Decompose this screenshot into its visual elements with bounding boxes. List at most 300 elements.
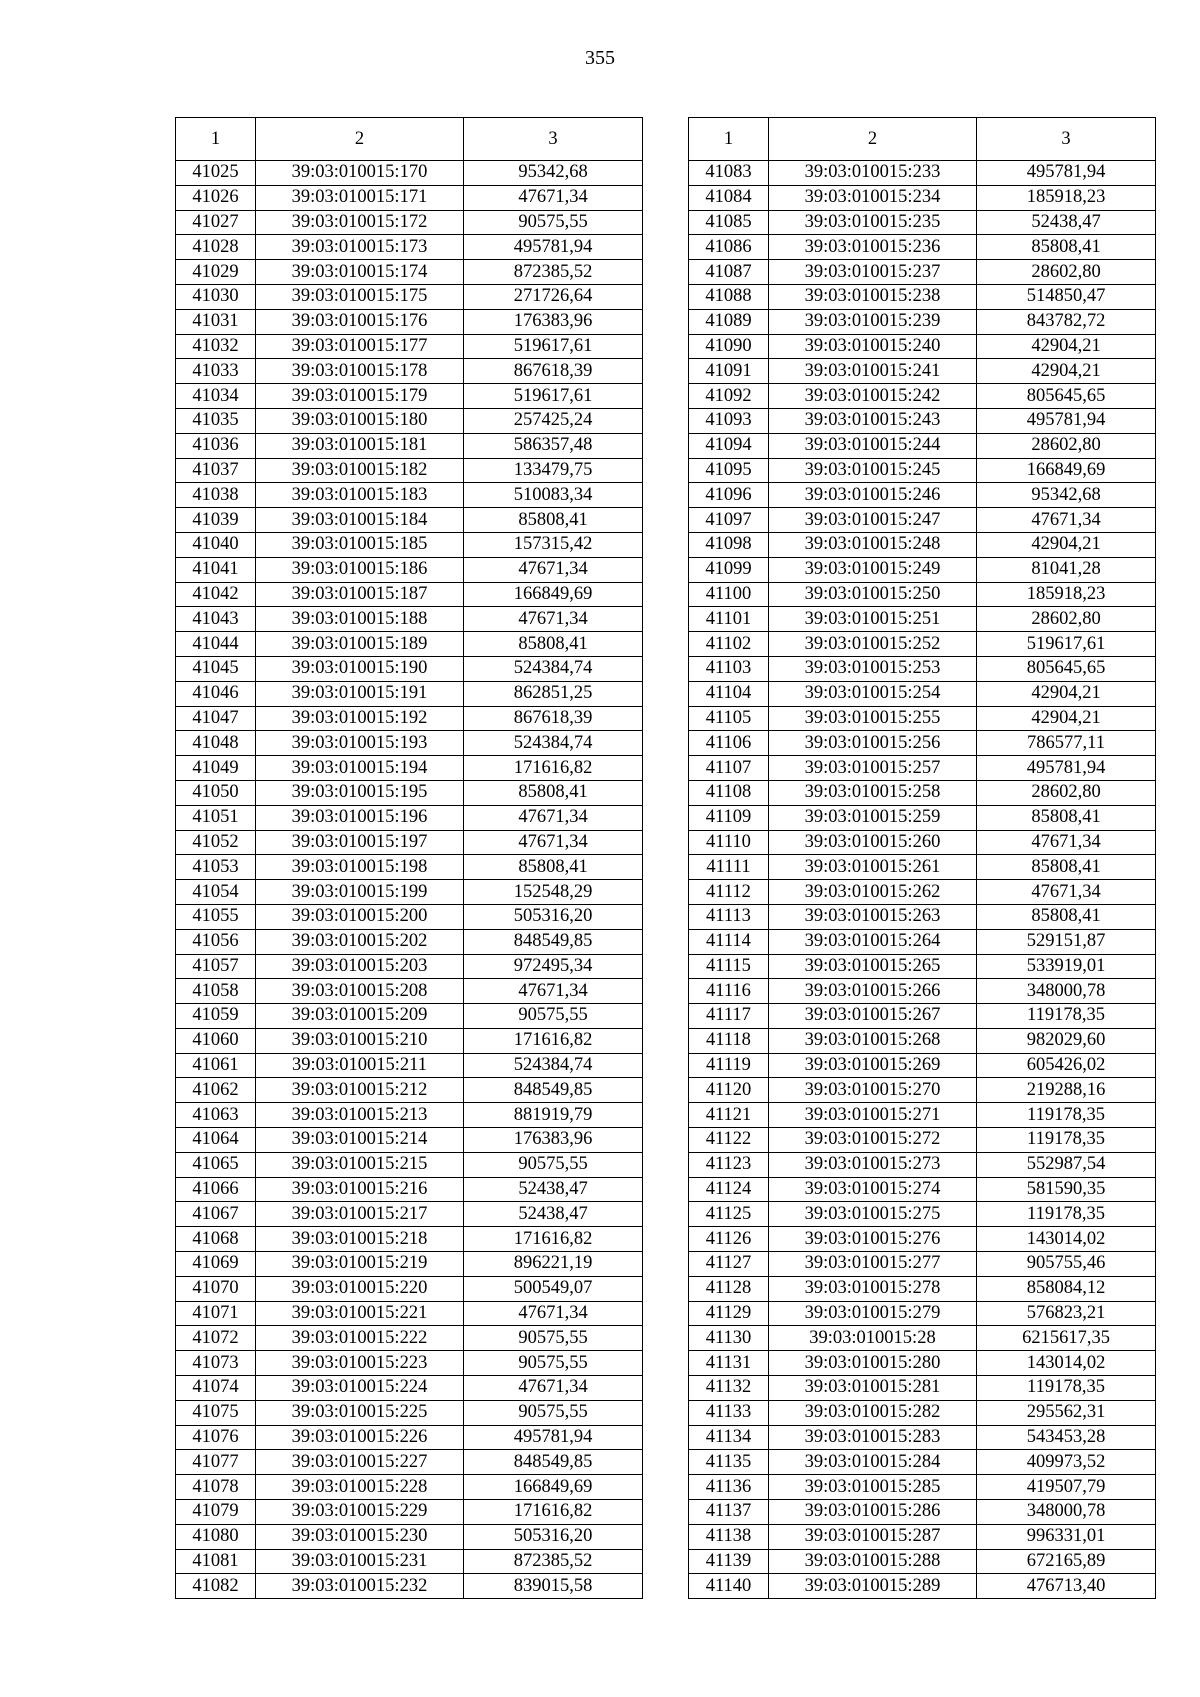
row-number-cell: 41129 (689, 1301, 769, 1326)
row-number-cell: 41044 (176, 632, 256, 657)
row-number-cell: 41027 (176, 210, 256, 235)
table-row (689, 681, 1156, 706)
row-number-cell: 41059 (176, 1004, 256, 1029)
table-row (689, 1524, 1156, 1549)
row-number-cell: 41066 (176, 1177, 256, 1202)
value-cell: 843782,72 (977, 309, 1156, 334)
row-number-cell: 41092 (689, 384, 769, 409)
cadastral-number-cell: 39:03:010015:239 (769, 309, 977, 334)
cadastral-number-cell: 39:03:010015:229 (256, 1500, 464, 1525)
cadastral-number-cell: 39:03:010015:258 (769, 780, 977, 805)
table-row (689, 880, 1156, 905)
cadastral-number-cell: 39:03:010015:214 (256, 1128, 464, 1153)
cadastral-number-cell: 39:03:010015:186 (256, 557, 464, 582)
value-cell: 42904,21 (977, 706, 1156, 731)
value-cell: 510083,34 (464, 483, 643, 508)
row-number-cell: 41103 (689, 656, 769, 681)
table-row (176, 1128, 643, 1153)
row-number-cell: 41140 (689, 1574, 769, 1599)
cadastral-number-cell: 39:03:010015:264 (769, 929, 977, 954)
table-row (689, 1227, 1156, 1252)
table-row (176, 1028, 643, 1053)
value-cell: 90575,55 (464, 210, 643, 235)
row-number-cell: 41127 (689, 1252, 769, 1277)
cadastral-number-cell: 39:03:010015:197 (256, 830, 464, 855)
row-number-cell: 41115 (689, 954, 769, 979)
value-cell: 839015,58 (464, 1574, 643, 1599)
row-number-cell: 41106 (689, 731, 769, 756)
row-number-cell: 41040 (176, 532, 256, 557)
cadastral-number-cell: 39:03:010015:245 (769, 458, 977, 483)
row-number-cell: 41067 (176, 1202, 256, 1227)
table-row (689, 780, 1156, 805)
row-number-cell: 41052 (176, 830, 256, 855)
value-cell: 495781,94 (977, 756, 1156, 781)
cadastral-number-cell: 39:03:010015:253 (769, 656, 977, 681)
cadastral-number-cell: 39:03:010015:223 (256, 1351, 464, 1376)
table-row (689, 309, 1156, 334)
value-cell: 85808,41 (977, 904, 1156, 929)
row-number-cell: 41036 (176, 433, 256, 458)
value-cell: 295562,31 (977, 1400, 1156, 1425)
row-number-cell: 41107 (689, 756, 769, 781)
table-row (689, 483, 1156, 508)
cadastral-number-cell: 39:03:010015:271 (769, 1103, 977, 1128)
value-cell: 605426,02 (977, 1053, 1156, 1078)
value-cell: 47671,34 (464, 185, 643, 210)
value-cell: 47671,34 (977, 830, 1156, 855)
cadastral-number-cell: 39:03:010015:241 (769, 359, 977, 384)
row-number-cell: 41091 (689, 359, 769, 384)
cadastral-number-cell: 39:03:010015:281 (769, 1376, 977, 1401)
cadastral-number-cell: 39:03:010015:209 (256, 1004, 464, 1029)
cadastral-number-cell: 39:03:010015:199 (256, 880, 464, 905)
row-number-cell: 41137 (689, 1500, 769, 1525)
cadastral-number-cell: 39:03:010015:215 (256, 1152, 464, 1177)
cadastral-number-cell: 39:03:010015:187 (256, 582, 464, 607)
cadastral-number-cell: 39:03:010015:194 (256, 756, 464, 781)
row-number-cell: 41126 (689, 1227, 769, 1252)
cadastral-number-cell: 39:03:010015:224 (256, 1376, 464, 1401)
value-cell: 505316,20 (464, 1524, 643, 1549)
cadastral-number-cell: 39:03:010015:220 (256, 1276, 464, 1301)
cadastral-number-cell: 39:03:010015:275 (769, 1202, 977, 1227)
table-row (689, 855, 1156, 880)
row-number-cell: 41037 (176, 458, 256, 483)
row-number-cell: 41042 (176, 582, 256, 607)
table-row (689, 1400, 1156, 1425)
table-row (689, 979, 1156, 1004)
cadastral-number-cell: 39:03:010015:184 (256, 508, 464, 533)
row-number-cell: 41054 (176, 880, 256, 905)
value-cell: 52438,47 (464, 1177, 643, 1202)
table-row (176, 359, 643, 384)
value-cell: 143014,02 (977, 1351, 1156, 1376)
cadastral-number-cell: 39:03:010015:178 (256, 359, 464, 384)
value-cell: 47671,34 (464, 805, 643, 830)
cadastral-number-cell: 39:03:010015:227 (256, 1450, 464, 1475)
row-number-cell: 41133 (689, 1400, 769, 1425)
value-cell: 576823,21 (977, 1301, 1156, 1326)
row-number-cell: 41051 (176, 805, 256, 830)
value-cell: 543453,28 (977, 1425, 1156, 1450)
table-row (176, 408, 643, 433)
table-row (176, 1227, 643, 1252)
value-cell: 476713,40 (977, 1574, 1156, 1599)
cadastral-number-cell: 39:03:010015:176 (256, 309, 464, 334)
table-row (689, 1276, 1156, 1301)
cadastral-number-cell: 39:03:010015:238 (769, 284, 977, 309)
row-number-cell: 41094 (689, 433, 769, 458)
table-row (689, 1078, 1156, 1103)
row-number-cell: 41034 (176, 384, 256, 409)
value-cell: 47671,34 (464, 1301, 643, 1326)
value-cell: 495781,94 (977, 161, 1156, 186)
row-number-cell: 41033 (176, 359, 256, 384)
value-cell: 81041,28 (977, 557, 1156, 582)
row-number-cell: 41121 (689, 1103, 769, 1128)
cadastral-number-cell: 39:03:010015:250 (769, 582, 977, 607)
cadastral-number-cell: 39:03:010015:198 (256, 855, 464, 880)
value-cell: 858084,12 (977, 1276, 1156, 1301)
header-row (176, 118, 643, 161)
cadastral-number-cell: 39:03:010015:260 (769, 830, 977, 855)
table-row (689, 235, 1156, 260)
row-number-cell: 41041 (176, 557, 256, 582)
value-cell: 152548,29 (464, 880, 643, 905)
table-row (176, 830, 643, 855)
row-number-cell: 41053 (176, 855, 256, 880)
table-row (176, 284, 643, 309)
value-cell: 143014,02 (977, 1227, 1156, 1252)
cadastral-number-cell: 39:03:010015:246 (769, 483, 977, 508)
row-number-cell: 41056 (176, 929, 256, 954)
value-cell: 896221,19 (464, 1252, 643, 1277)
row-number-cell: 41109 (689, 805, 769, 830)
value-cell: 176383,96 (464, 309, 643, 334)
cadastral-number-cell: 39:03:010015:236 (769, 235, 977, 260)
cadastral-number-cell: 39:03:010015:191 (256, 681, 464, 706)
value-cell: 90575,55 (464, 1400, 643, 1425)
cadastral-number-cell: 39:03:010015:200 (256, 904, 464, 929)
table-row (689, 1028, 1156, 1053)
row-number-cell: 41097 (689, 508, 769, 533)
cadastral-number-cell: 39:03:010015:279 (769, 1301, 977, 1326)
value-cell: 42904,21 (977, 334, 1156, 359)
table-row (689, 706, 1156, 731)
cadastral-number-cell: 39:03:010015:242 (769, 384, 977, 409)
cadastral-number-cell: 39:03:010015:284 (769, 1450, 977, 1475)
table-row (689, 1425, 1156, 1450)
table-row (176, 1351, 643, 1376)
column-header: 2 (256, 118, 464, 161)
table-row (689, 161, 1156, 186)
cadastral-number-cell: 39:03:010015:180 (256, 408, 464, 433)
cadastral-number-cell: 39:03:010015:240 (769, 334, 977, 359)
table-row (689, 557, 1156, 582)
table-row (689, 1574, 1156, 1599)
cadastral-number-cell: 39:03:010015:185 (256, 532, 464, 557)
row-number-cell: 41082 (176, 1574, 256, 1599)
table-row (689, 904, 1156, 929)
cadastral-number-cell: 39:03:010015:188 (256, 607, 464, 632)
row-number-cell: 41120 (689, 1078, 769, 1103)
value-cell: 85808,41 (464, 855, 643, 880)
value-cell: 805645,65 (977, 384, 1156, 409)
row-number-cell: 41118 (689, 1028, 769, 1053)
column-header: 3 (977, 118, 1156, 161)
table-row (689, 582, 1156, 607)
row-number-cell: 41063 (176, 1103, 256, 1128)
table-row (689, 1004, 1156, 1029)
value-cell: 867618,39 (464, 359, 643, 384)
value-cell: 47671,34 (977, 880, 1156, 905)
table-row (176, 731, 643, 756)
row-number-cell: 41071 (176, 1301, 256, 1326)
value-cell: 42904,21 (977, 359, 1156, 384)
cadastral-number-cell: 39:03:010015:218 (256, 1227, 464, 1252)
table-row (689, 805, 1156, 830)
row-number-cell: 41098 (689, 532, 769, 557)
cadastral-number-cell: 39:03:010015:211 (256, 1053, 464, 1078)
value-cell: 519617,61 (464, 334, 643, 359)
value-cell: 119178,35 (977, 1128, 1156, 1153)
table-row (689, 408, 1156, 433)
row-number-cell: 41039 (176, 508, 256, 533)
table-row (689, 1202, 1156, 1227)
cadastral-number-cell: 39:03:010015:234 (769, 185, 977, 210)
table-row (176, 929, 643, 954)
value-cell: 47671,34 (464, 830, 643, 855)
cadastral-number-cell: 39:03:010015:259 (769, 805, 977, 830)
value-cell: 85808,41 (977, 805, 1156, 830)
cadastral-number-cell: 39:03:010015:193 (256, 731, 464, 756)
table-row (176, 1078, 643, 1103)
value-cell: 42904,21 (977, 532, 1156, 557)
value-cell: 6215617,35 (977, 1326, 1156, 1351)
table-row (176, 185, 643, 210)
cadastral-number-cell: 39:03:010015:174 (256, 260, 464, 285)
cadastral-number-cell: 39:03:010015:269 (769, 1053, 977, 1078)
cadastral-number-cell: 39:03:010015:244 (769, 433, 977, 458)
table-row (176, 1425, 643, 1450)
table-row (176, 1400, 643, 1425)
row-number-cell: 41074 (176, 1376, 256, 1401)
value-cell: 881919,79 (464, 1103, 643, 1128)
row-number-cell: 41086 (689, 235, 769, 260)
cadastral-number-cell: 39:03:010015:226 (256, 1425, 464, 1450)
table-row (689, 632, 1156, 657)
cadastral-number-cell: 39:03:010015:273 (769, 1152, 977, 1177)
cadastral-number-cell: 39:03:010015:233 (769, 161, 977, 186)
cadastral-number-cell: 39:03:010015:177 (256, 334, 464, 359)
table-row (689, 433, 1156, 458)
table-row (689, 458, 1156, 483)
table-row (689, 185, 1156, 210)
table-row (176, 1276, 643, 1301)
value-cell: 524384,74 (464, 1053, 643, 1078)
row-number-cell: 41112 (689, 880, 769, 905)
value-cell: 119178,35 (977, 1004, 1156, 1029)
cadastral-number-cell: 39:03:010015:28 (769, 1326, 977, 1351)
table-row (176, 532, 643, 557)
table-row (176, 1301, 643, 1326)
value-cell: 848549,85 (464, 1078, 643, 1103)
value-cell: 505316,20 (464, 904, 643, 929)
value-cell: 519617,61 (977, 632, 1156, 657)
row-number-cell: 41079 (176, 1500, 256, 1525)
row-number-cell: 41062 (176, 1078, 256, 1103)
table-row (689, 508, 1156, 533)
value-cell: 42904,21 (977, 681, 1156, 706)
table-row (689, 954, 1156, 979)
row-number-cell: 41029 (176, 260, 256, 285)
row-number-cell: 41117 (689, 1004, 769, 1029)
value-cell: 119178,35 (977, 1202, 1156, 1227)
cadastral-number-cell: 39:03:010015:190 (256, 656, 464, 681)
page-number: 355 (585, 47, 615, 69)
table-row (689, 1351, 1156, 1376)
cadastral-number-cell: 39:03:010015:243 (769, 408, 977, 433)
value-cell: 185918,23 (977, 582, 1156, 607)
row-number-cell: 41043 (176, 607, 256, 632)
row-number-cell: 41102 (689, 632, 769, 657)
table-row (689, 1500, 1156, 1525)
value-cell: 166849,69 (977, 458, 1156, 483)
row-number-cell: 41080 (176, 1524, 256, 1549)
cadastral-number-cell: 39:03:010015:270 (769, 1078, 977, 1103)
row-number-cell: 41057 (176, 954, 256, 979)
table-row (689, 756, 1156, 781)
cadastral-number-cell: 39:03:010015:249 (769, 557, 977, 582)
table-row (689, 1128, 1156, 1153)
value-cell: 805645,65 (977, 656, 1156, 681)
value-cell: 171616,82 (464, 1028, 643, 1053)
cadastral-number-cell: 39:03:010015:237 (769, 260, 977, 285)
row-number-cell: 41084 (689, 185, 769, 210)
table-row (689, 532, 1156, 557)
cadastral-number-cell: 39:03:010015:235 (769, 210, 977, 235)
cadastral-number-cell: 39:03:010015:231 (256, 1549, 464, 1574)
table-row (176, 607, 643, 632)
row-number-cell: 41081 (176, 1549, 256, 1574)
value-cell: 28602,80 (977, 780, 1156, 805)
table-row (176, 1549, 643, 1574)
table-row (176, 1574, 643, 1599)
value-cell: 28602,80 (977, 260, 1156, 285)
row-number-cell: 41085 (689, 210, 769, 235)
row-number-cell: 41031 (176, 309, 256, 334)
cadastral-number-cell: 39:03:010015:182 (256, 458, 464, 483)
value-cell: 996331,01 (977, 1524, 1156, 1549)
cadastral-number-cell: 39:03:010015:196 (256, 805, 464, 830)
cadastral-number-cell: 39:03:010015:274 (769, 1177, 977, 1202)
cadastral-number-cell: 39:03:010015:251 (769, 607, 977, 632)
table-row (176, 334, 643, 359)
value-cell: 867618,39 (464, 706, 643, 731)
cadastral-number-cell: 39:03:010015:262 (769, 880, 977, 905)
cadastral-number-cell: 39:03:010015:285 (769, 1475, 977, 1500)
table-row (689, 1301, 1156, 1326)
value-cell: 176383,96 (464, 1128, 643, 1153)
table-row (176, 557, 643, 582)
table-row (689, 284, 1156, 309)
cadastral-number-cell: 39:03:010015:257 (769, 756, 977, 781)
table-row (689, 731, 1156, 756)
table-row (176, 1500, 643, 1525)
table-row (176, 632, 643, 657)
table-row (689, 1475, 1156, 1500)
row-number-cell: 41058 (176, 979, 256, 1004)
row-number-cell: 41111 (689, 855, 769, 880)
table-row (689, 1252, 1156, 1277)
cadastral-number-cell: 39:03:010015:280 (769, 1351, 977, 1376)
row-number-cell: 41114 (689, 929, 769, 954)
cadastral-number-cell: 39:03:010015:189 (256, 632, 464, 657)
row-number-cell: 41090 (689, 334, 769, 359)
table-row (689, 359, 1156, 384)
row-number-cell: 41087 (689, 260, 769, 285)
row-number-cell: 41096 (689, 483, 769, 508)
row-number-cell: 41032 (176, 334, 256, 359)
value-cell: 533919,01 (977, 954, 1156, 979)
table-row (176, 656, 643, 681)
value-cell: 47671,34 (464, 1376, 643, 1401)
table-row (176, 1202, 643, 1227)
row-number-cell: 41130 (689, 1326, 769, 1351)
row-number-cell: 41038 (176, 483, 256, 508)
value-cell: 419507,79 (977, 1475, 1156, 1500)
table-row (689, 1053, 1156, 1078)
value-cell: 85808,41 (464, 508, 643, 533)
row-number-cell: 41078 (176, 1475, 256, 1500)
table-row (689, 1376, 1156, 1401)
cadastral-number-cell: 39:03:010015:228 (256, 1475, 464, 1500)
table-row (176, 681, 643, 706)
table-row (689, 334, 1156, 359)
value-cell: 171616,82 (464, 756, 643, 781)
table-row (689, 1326, 1156, 1351)
cadastral-number-cell: 39:03:010015:232 (256, 1574, 464, 1599)
table-row (176, 1376, 643, 1401)
row-number-cell: 41128 (689, 1276, 769, 1301)
table-row (176, 384, 643, 409)
cadastral-number-cell: 39:03:010015:171 (256, 185, 464, 210)
value-cell: 171616,82 (464, 1500, 643, 1525)
left-data-table (175, 117, 643, 1599)
column-header: 3 (464, 118, 643, 161)
value-cell: 524384,74 (464, 656, 643, 681)
row-number-cell: 41065 (176, 1152, 256, 1177)
row-number-cell: 41099 (689, 557, 769, 582)
row-number-cell: 41025 (176, 161, 256, 186)
cadastral-number-cell: 39:03:010015:276 (769, 1227, 977, 1252)
value-cell: 171616,82 (464, 1227, 643, 1252)
cadastral-number-cell: 39:03:010015:255 (769, 706, 977, 731)
column-header: 2 (769, 118, 977, 161)
cadastral-number-cell: 39:03:010015:282 (769, 1400, 977, 1425)
cadastral-number-cell: 39:03:010015:222 (256, 1326, 464, 1351)
right-data-table (688, 117, 1156, 1599)
table-row (176, 210, 643, 235)
row-number-cell: 41073 (176, 1351, 256, 1376)
row-number-cell: 41119 (689, 1053, 769, 1078)
value-cell: 848549,85 (464, 1450, 643, 1475)
row-number-cell: 41028 (176, 235, 256, 260)
cadastral-number-cell: 39:03:010015:208 (256, 979, 464, 1004)
table-row (176, 161, 643, 186)
table-row (689, 260, 1156, 285)
